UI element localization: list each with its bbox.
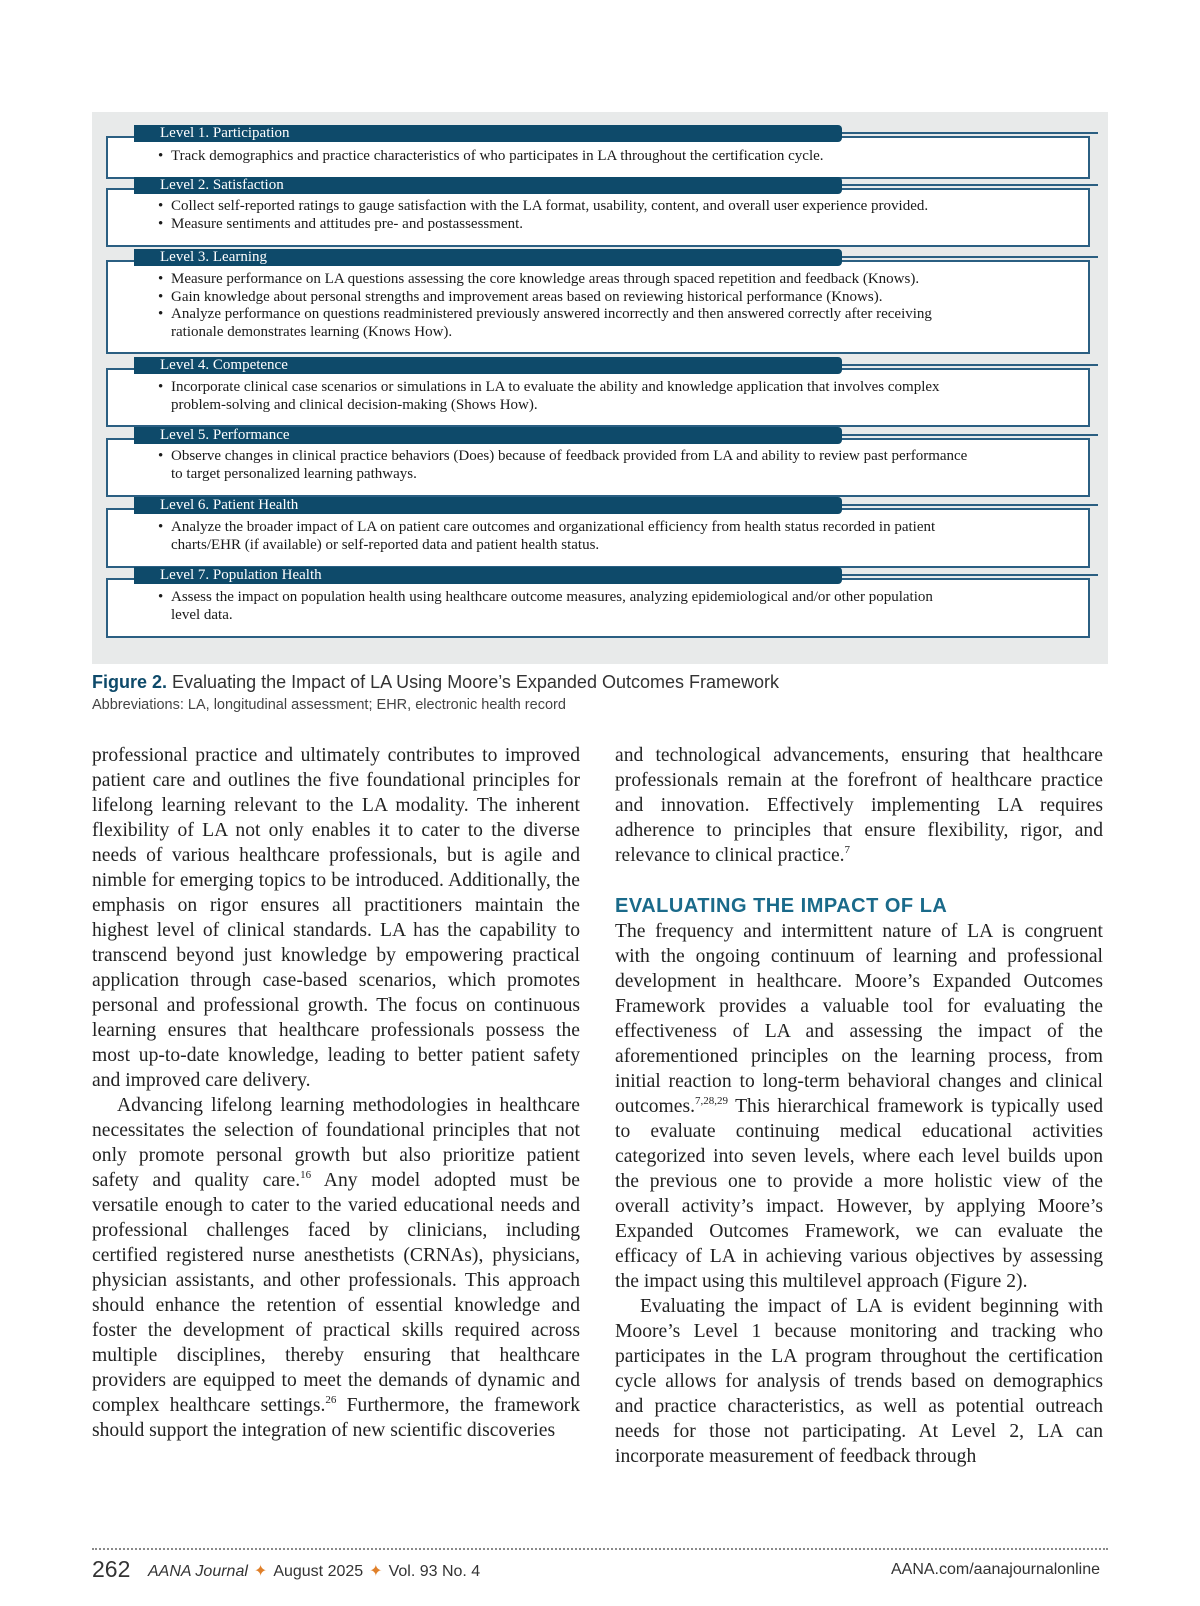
footer-divider: [92, 1548, 1108, 1550]
figure-title: Evaluating the Impact of LA Using Moore’s Expanded Outcomes Framework: [172, 672, 779, 692]
level-6-bullet-1: • Analyze the broader impact of LA on patient care outcomes and organizational efficiency from health status recorded in patient charts/EHR (if available) or self-reported data and patient health status.: [158, 519, 991, 554]
left-paragraph-2-text-b: Any model adopted must be versatile enough to cater to the varied educational needs and professional challenges faced by clinicians, including certified registered nurse anesthetists (CRNAs), physicians, physician assistants, and other professionals. This approach should enhance the retention of essential knowledge and foster the development of practical skills required across multiple disciplines, thereby ensuring that healthcare providers are equipped to meet the demands of dynamic and complex healthcare settings.: [92, 1170, 580, 1416]
figure-abbreviations: Abbreviations: LA, longitudinal assessment; EHR, electronic health record: [92, 697, 566, 713]
reference-26: 26: [325, 1394, 337, 1406]
right-paragraph-2: [615, 919, 1103, 1294]
left-paragraph-2-text-c: Furthermore, the framework should support the integration of new scientific discoveries: [92, 1395, 580, 1441]
figure-label: Figure 2.: [92, 672, 168, 692]
level-1-title: Level 1. Participation: [134, 125, 842, 142]
page-footer: [92, 1556, 1108, 1586]
level-7-box: [106, 567, 1090, 638]
reference-16: 16: [300, 1169, 312, 1181]
journal-name: AANA Journal: [148, 1563, 248, 1580]
level-5-box: [106, 427, 1090, 497]
reference-7: 7: [844, 844, 851, 856]
journal-citation: [148, 1561, 480, 1581]
left-paragraph-2-text-a: Advancing lifelong learning methodologies in healthcare necessitates the selection of foundational principles that not only promote personal growth but also prioritize patient safety and quality care.: [92, 1095, 580, 1191]
level-5-bullet-1: • Observe changes in clinical practice behaviors (Does) because of feedback provided from LA and ability to review past performance to target personalized learning pathways.: [158, 448, 981, 483]
level-4-bullet-1: • Incorporate clinical case scenarios or simulations in LA to evaluate the ability and knowledge application that involves complex problem-solving and clinical decision-making (Shows How).: [158, 379, 971, 414]
level-2-title: Level 2. Satisfaction: [134, 177, 842, 194]
right-paragraph-3: Evaluating the impact of LA is evident beginning with Moore’s Level 1 because monitoring and tracking who participates in the LA program throughout the certification cycle allows for analysis of trends based on demographics and practice characteristics, as well as potential outreach needs for those not participating. At Level 2, LA can incorporate measurement of feedback through: [615, 1296, 1103, 1467]
page-number: 262: [92, 1556, 131, 1582]
diamond-separator-icon: ✦: [253, 1563, 268, 1580]
right-column: [615, 743, 1103, 1469]
section-heading: EVALUATING THE IMPACT OF LA: [615, 895, 948, 917]
level-3-title: Level 3. Learning: [134, 249, 842, 266]
level-3-bullet-1: • Measure performance on LA questions assessing the core knowledge areas through spaced repetition and feedback (Knows).: [158, 271, 1068, 289]
level-1-bullet-1: • Track demographics and practice characteristics of who participates in LA throughout the certification cycle.: [158, 148, 1068, 166]
level-4-title: Level 4. Competence: [134, 357, 842, 374]
level-3-box: [106, 249, 1090, 354]
right-paragraph-2-text-a: The frequency and intermittent nature of LA is congruent with the ongoing continuum of learning and professional development in healthcare. Moore’s Expanded Outcomes Framework provides a valuable tool for evaluating the effectiveness of LA and assessing the impact of the aforementioned principles on the learning process, from initial reaction to long-term behavioral changes and clinical outcomes.: [615, 921, 1103, 1117]
left-paragraph-2: [92, 1093, 580, 1443]
caption-title-line: [92, 672, 779, 693]
right-paragraph-2-text-b: This hierarchical framework is typically used to evaluate continuing medical educational activities categorized into seven levels, where each level builds upon the previous one to provide a more holistic view of the overall activity’s impact. However, by applying Moore’s Expanded Outcomes Framework, we can evaluate the efficacy of LA in achieving various objectives by assessing the impact using this multilevel approach (Figure 2).: [615, 1096, 1103, 1292]
volume-number: Vol. 93 No. 4: [388, 1563, 481, 1580]
right-paragraph-1: [615, 743, 1103, 868]
level-6-title: Level 6. Patient Health: [134, 497, 842, 514]
right-paragraph-1-text: and technological advancements, ensuring that healthcare professionals remain at the forefront of healthcare practice and innovation. Effectively implementing LA requires adherence to principles that ensure flexibility, rigor, and relevance to clinical practice.: [615, 745, 1103, 866]
level-3-bullet-3: • Analyze performance on questions readministered previously answered incorrectly and then answered correctly after receiving rationale demonstrates learning (Knows How).: [158, 306, 951, 341]
level-6-box: [106, 497, 1090, 568]
left-paragraph-1: professional practice and ultimately contributes to improved patient care and outlines the five foundational principles for lifelong learning relevant to the LA modality. The inherent flexibility of LA not only enables it to cater to the diverse needs of various healthcare professionals, but is agile and nimble for emerging topics to be introduced. Additionally, the emphasis on rigor ensures all practitioners maintain the highest level of clinical standards. LA has the capability to transcend beyond just knowledge by empowering practical application through case-based scenarios, which promotes personal and professional growth. The focus on continuous learning ensures that healthcare professionals possess the most up-to-date knowledge, leading to better patient safety and improved care delivery.: [92, 745, 580, 1091]
level-7-bullet-1: • Assess the impact on population health using healthcare outcome measures, analyzing epidemiological and/or other population level data.: [158, 589, 951, 624]
level-2-bullet-2: • Measure sentiments and attitudes pre- and postassessment.: [158, 216, 1068, 234]
level-5-title: Level 5. Performance: [134, 427, 842, 444]
level-1-box: [106, 125, 1090, 179]
framework-figure: [92, 112, 1108, 664]
level-7-title: Level 7. Population Health: [134, 567, 842, 584]
journal-url[interactable]: AANA.com/aanajournalonline: [890, 1561, 1100, 1578]
issue-date: August 2025: [273, 1563, 364, 1580]
reference-7-28-29: 7,28,29: [695, 1095, 728, 1107]
left-column: [92, 743, 580, 1443]
level-3-bullet-2: • Gain knowledge about personal strengths and improvement areas based on reviewing historical performance (Knows).: [158, 289, 1068, 307]
level-4-box: [106, 357, 1090, 427]
level-2-box: [106, 177, 1090, 247]
level-2-bullet-1: • Collect self-reported ratings to gauge satisfaction with the LA format, usability, content, and overall user experience provided.: [158, 198, 1068, 216]
figure-caption: [92, 672, 779, 713]
diamond-separator-icon: ✦: [369, 1563, 383, 1580]
